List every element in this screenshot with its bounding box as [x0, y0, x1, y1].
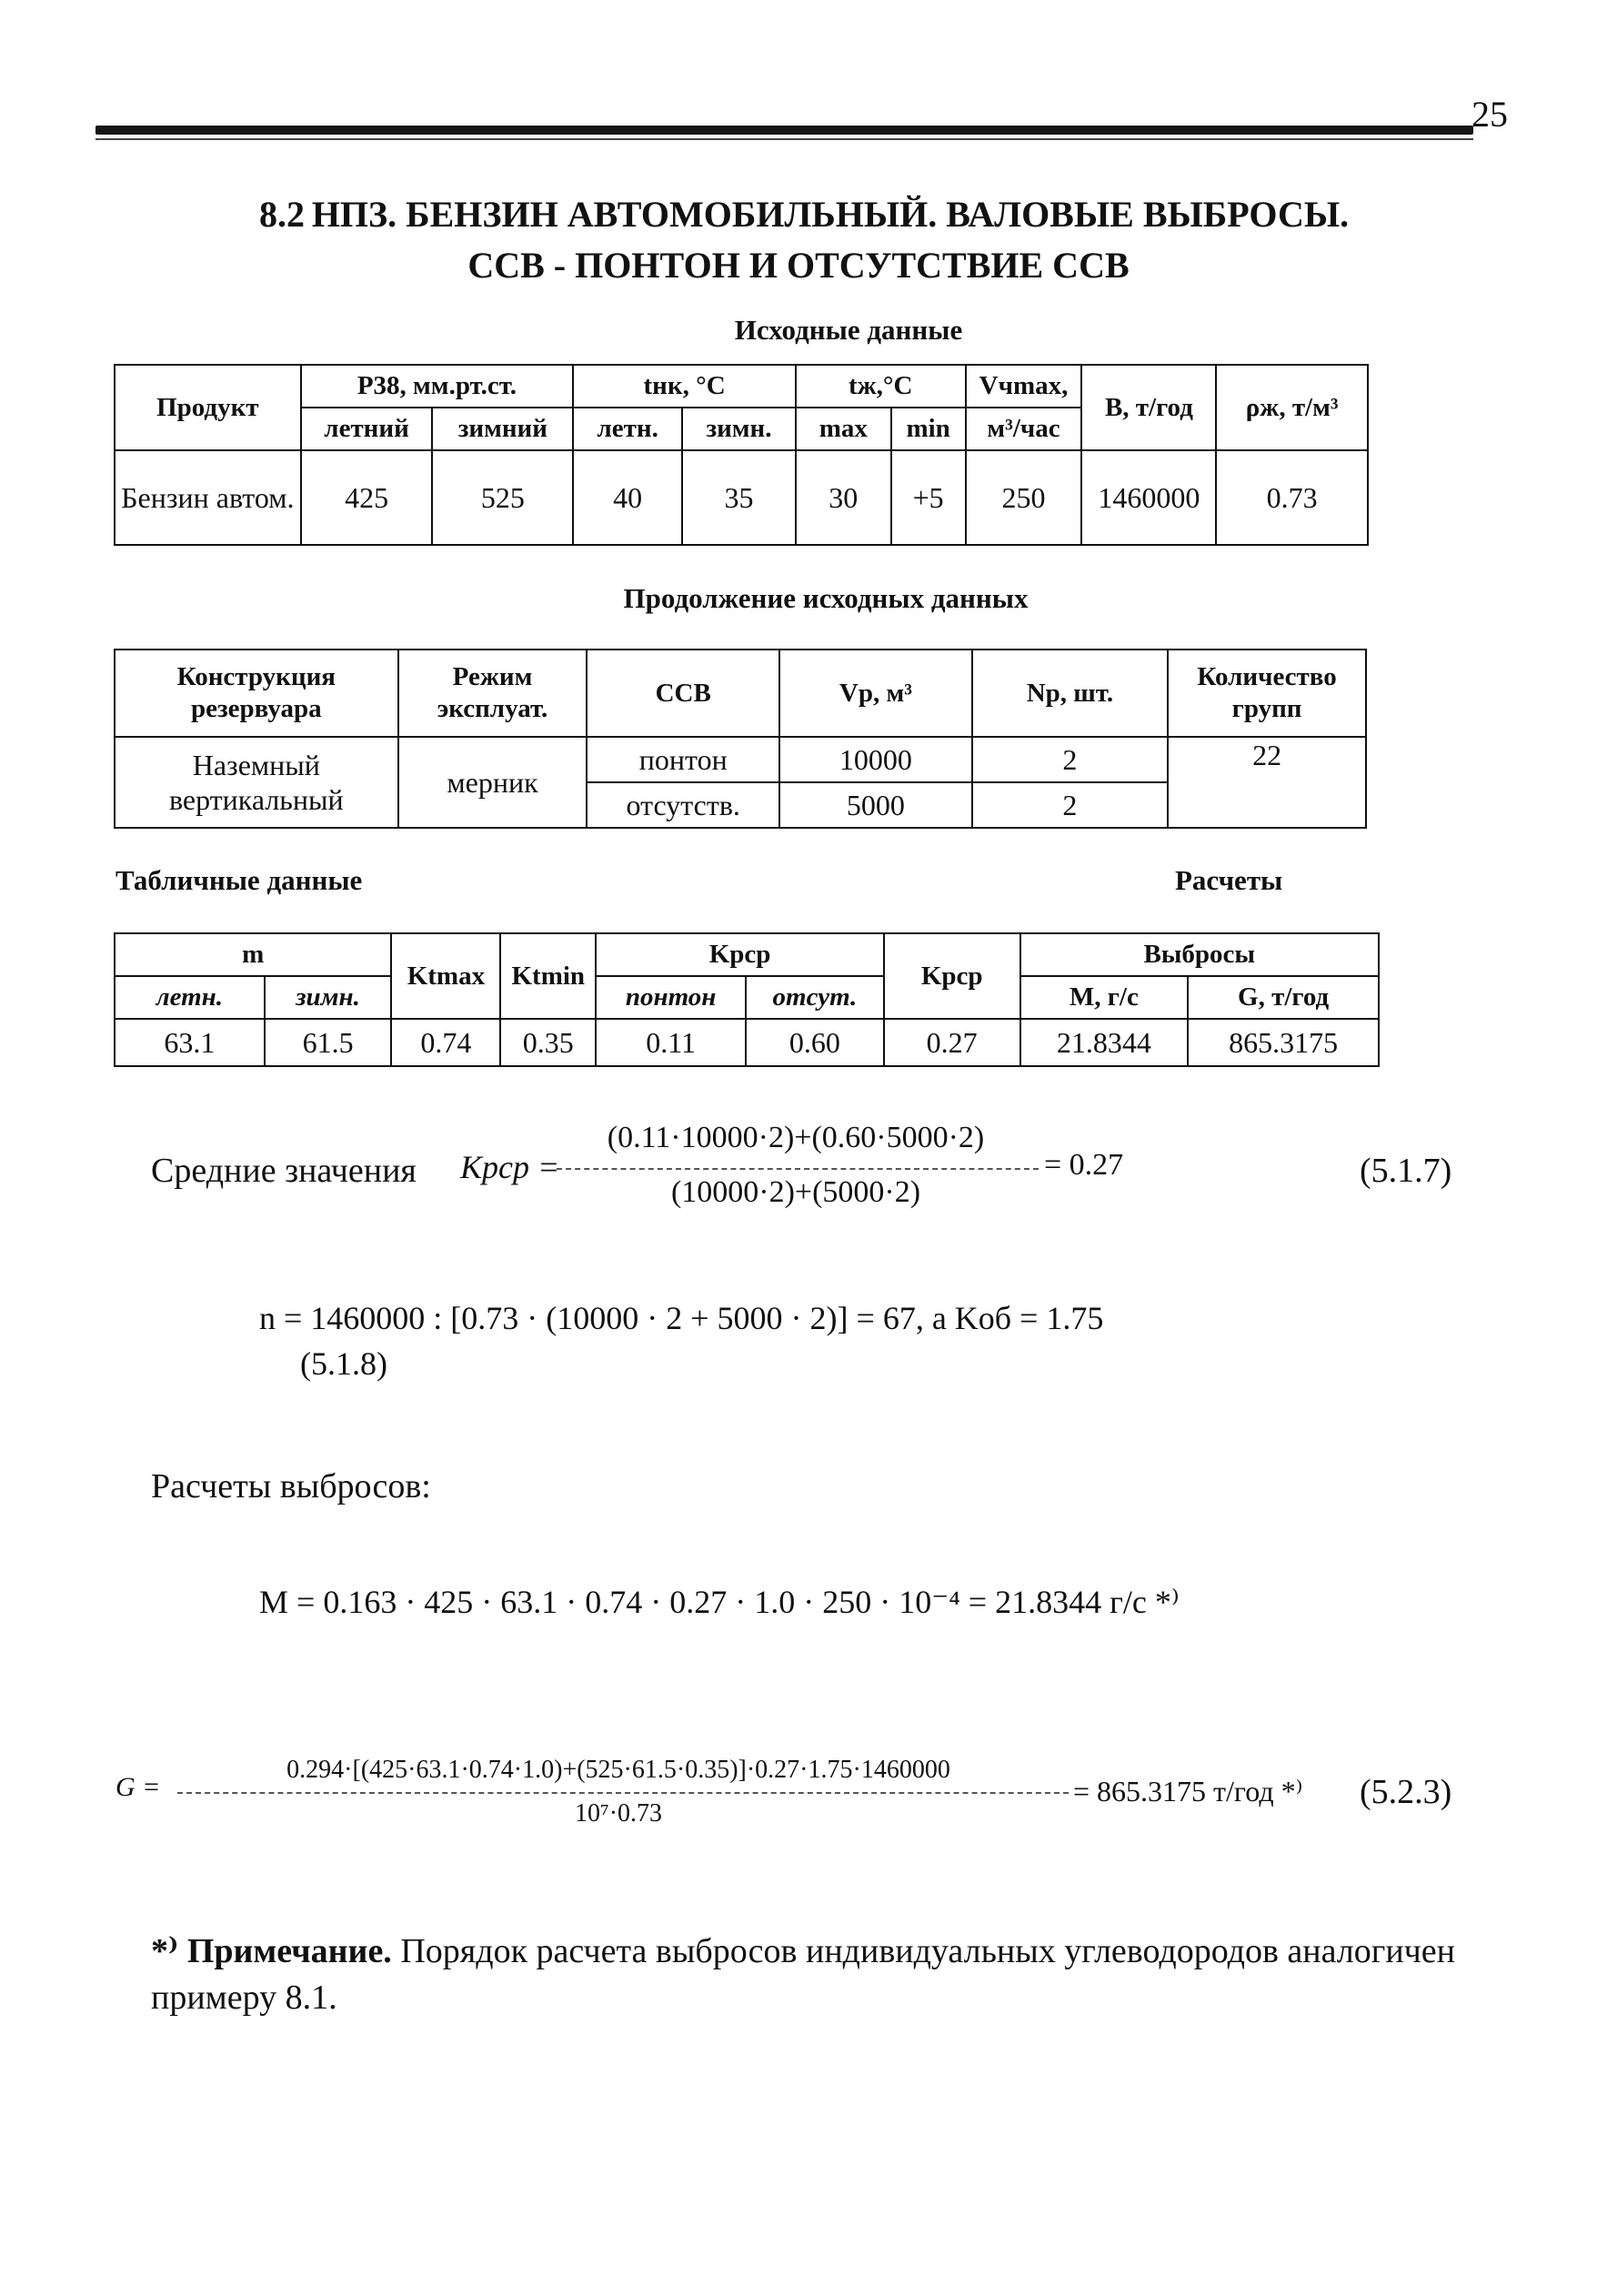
- section-number: 8.2: [259, 194, 305, 235]
- calc-label: Расчеты выбросов:: [151, 1467, 431, 1505]
- cell-ssv: понтон: [587, 737, 779, 782]
- G-numerator: 0.294·[(425·63.1·0.74·1.0)+(525·61.5·0.35)]·0.27·1.75·1460000: [286, 1756, 950, 1784]
- cell-ktmax: 0.74: [391, 1019, 500, 1066]
- col-mode: Режим эксплуат.: [398, 650, 588, 737]
- cell-vp: 10000: [779, 737, 972, 782]
- col-vp: Vр, м³: [779, 650, 972, 737]
- cell-product: Бензин автом.: [115, 450, 301, 545]
- col-ssv: ССВ: [587, 650, 779, 737]
- cell-vp: 5000: [779, 782, 972, 828]
- header-rule-thin: [95, 138, 1473, 140]
- col-p38-winter: зимний: [432, 408, 573, 450]
- col-b: B, т/год: [1081, 365, 1216, 450]
- cell-groups: 22: [1168, 737, 1366, 828]
- cell-b: 1460000: [1081, 450, 1216, 545]
- col-kpcp2: Kрср: [884, 933, 1020, 1019]
- cell-vch: 250: [966, 450, 1082, 545]
- footnote-mark: *⁾: [151, 1932, 179, 1970]
- col-groups: Количество групп: [1168, 650, 1366, 737]
- table3-caption-right: Расчеты: [1175, 864, 1283, 896]
- table-row: [115, 737, 1366, 782]
- col-tzh: tж,°C: [796, 365, 966, 408]
- footnote-text: Порядок расчета выбросов индивидуальных углеводородов аналогичен примеру 8.1.: [151, 1932, 1455, 2018]
- avg-denominator: (10000·2)+(5000·2): [670, 1175, 921, 1209]
- page-number: 25: [1471, 94, 1508, 135]
- cell-kpcp-absent: 0.60: [746, 1019, 884, 1066]
- table2-caption: Продолжение исходных данных: [623, 582, 1029, 614]
- cell-m-summer: 63.1: [115, 1019, 265, 1066]
- table3-caption-left: Табличные данные: [116, 864, 363, 896]
- col-vch: Vчmax,: [966, 365, 1082, 408]
- cell-mode: мерник: [398, 737, 588, 828]
- G-denominator: 10⁷·0.73: [574, 1799, 663, 1828]
- avg-result: = 0.27: [1044, 1148, 1124, 1182]
- col-ktmax: Ktmax: [391, 933, 500, 1019]
- col-p38: P38, мм.рт.ст.: [301, 365, 574, 408]
- col-tzh-max: max: [796, 408, 891, 450]
- col-kpcp: Kрср: [596, 933, 884, 976]
- avg-lhs: Kрср =: [460, 1149, 560, 1185]
- header-rule: [95, 126, 1473, 135]
- col-kpcp-ponton: понтон: [596, 976, 746, 1019]
- cell-rho: 0.73: [1216, 450, 1368, 545]
- col-p38-summer: летний: [301, 408, 433, 450]
- col-G: G, т/год: [1188, 976, 1379, 1019]
- col-rho: ρж, т/м³: [1216, 365, 1368, 450]
- table-row: [115, 450, 1368, 545]
- col-construction: Конструкция резервуара: [115, 650, 398, 737]
- G-result: = 865.3175 т/год *⁾: [1073, 1775, 1303, 1808]
- cell-p38-winter: 525: [432, 450, 573, 545]
- col-product: Продукт: [115, 365, 301, 450]
- cell-tnk-summer: 40: [573, 450, 682, 545]
- cell-kpcp-ponton: 0.11: [596, 1019, 746, 1066]
- cell-tzh-max: 30: [796, 450, 891, 545]
- col-vch-unit: м³/час: [966, 408, 1082, 450]
- cell-np: 2: [972, 782, 1168, 828]
- col-tzh-min: min: [891, 408, 966, 450]
- col-M: M, г/с: [1020, 976, 1189, 1019]
- col-tnk: tнк, °C: [573, 365, 796, 408]
- avg-label: Средние значения: [151, 1152, 417, 1190]
- cell-m-winter: 61.5: [265, 1019, 392, 1066]
- cell-M: 21.8344: [1020, 1019, 1189, 1066]
- section-title-line1: НПЗ. БЕНЗИН АВТОМОБИЛЬНЫЙ. ВАЛОВЫЕ ВЫБРОСЫ.: [311, 194, 1350, 235]
- n-equation-number: (5.1.8): [300, 1345, 387, 1382]
- cell-ktmin: 0.35: [500, 1019, 596, 1066]
- initial-data-continued-table: [114, 649, 1367, 829]
- cell-construction: Наземный вертикальный: [115, 737, 398, 828]
- col-tnk-winter: зимн.: [682, 408, 796, 450]
- avg-numerator: (0.11·10000·2)+(0.60·5000·2): [607, 1121, 985, 1154]
- avg-equation-number: (5.1.7): [1360, 1152, 1452, 1190]
- col-ktmin: Ktmin: [500, 933, 596, 1019]
- cell-ssv: отсутств.: [587, 782, 779, 828]
- avg-fraction-line: [557, 1168, 1039, 1170]
- col-tnk-summer: летн.: [573, 408, 682, 450]
- table1-caption: Исходные данные: [734, 314, 963, 346]
- col-m-winter: зимн.: [265, 976, 392, 1019]
- cell-p38-summer: 425: [301, 450, 433, 545]
- col-m: m: [115, 933, 391, 976]
- section-title-line2: ССВ - ПОНТОН И ОТСУТСТВИЕ ССВ: [467, 245, 1130, 286]
- footnote: [151, 1928, 1515, 2022]
- G-lhs: G =: [116, 1772, 161, 1802]
- cell-G: 865.3175: [1188, 1019, 1379, 1066]
- initial-data-table: [114, 364, 1369, 546]
- G-fraction-line: [177, 1792, 1069, 1794]
- footnote-label: Примечание.: [186, 1932, 392, 1970]
- cell-tzh-min: +5: [891, 450, 966, 545]
- cell-kpcp2: 0.27: [884, 1019, 1020, 1066]
- table-row: [115, 1019, 1379, 1066]
- col-m-summer: летн.: [115, 976, 265, 1019]
- cell-tnk-winter: 35: [682, 450, 796, 545]
- n-formula: n = 1460000 : [0.73 · (10000 · 2 + 5000 · 2)] = 67, а Kоб = 1.75: [259, 1300, 1104, 1336]
- G-equation-number: (5.2.3): [1360, 1773, 1452, 1811]
- cell-np: 2: [972, 737, 1168, 782]
- M-formula: M = 0.163 · 425 · 63.1 · 0.74 · 0.27 · 1.0 · 250 · 10⁻⁴ = 21.8344 г/с *⁾: [259, 1584, 1180, 1620]
- col-kpcp-absent: отсут.: [746, 976, 884, 1019]
- tabular-data-table: [114, 932, 1380, 1067]
- col-emissions: Выбросы: [1020, 933, 1379, 976]
- col-np: Nр, шт.: [972, 650, 1168, 737]
